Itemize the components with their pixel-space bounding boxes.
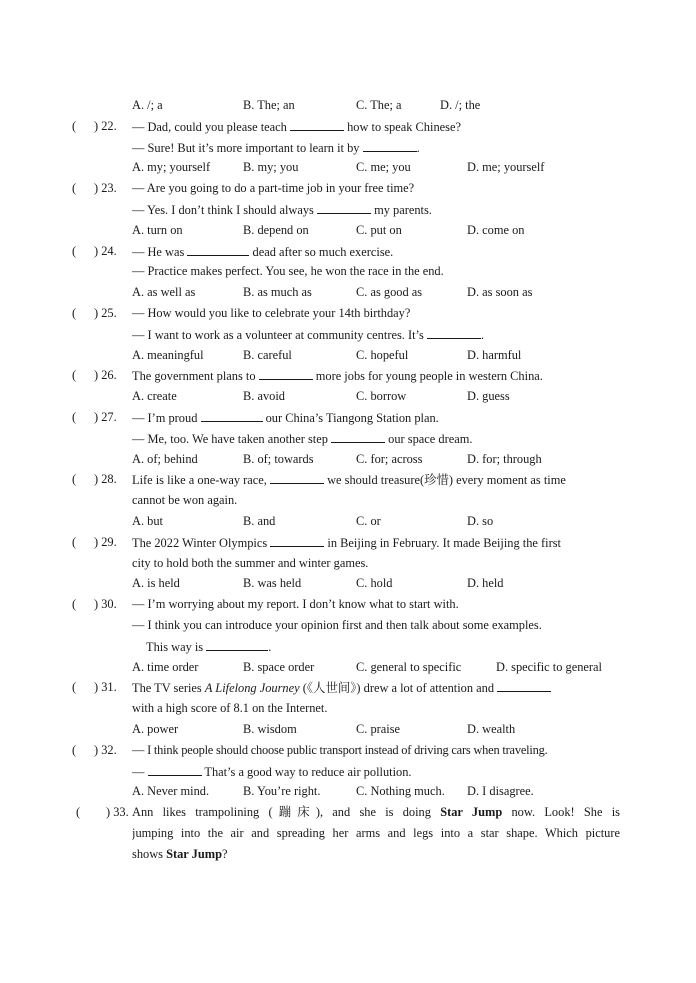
answer-bracket[interactable]: ( ) 28.: [72, 472, 117, 486]
answer-bracket[interactable]: ( ) 31.: [72, 680, 117, 694]
option-b: B. wisdom: [243, 722, 297, 736]
question-stem: — I’m worrying about my report. I don’t know what to start with.: [132, 597, 459, 611]
answer-blank[interactable]: [427, 326, 481, 339]
question-stem-end: shows Star Jump?: [132, 847, 228, 861]
option-a: A. /; a: [132, 98, 163, 112]
question-number: ) 27.: [94, 410, 117, 424]
option-b: B. was held: [243, 576, 302, 590]
option-b: B. The; an: [243, 98, 295, 112]
question-reply: — Practice makes perfect. You see, he won the race in the end.: [132, 264, 444, 278]
question-number: ) 28.: [94, 472, 117, 486]
option-b: B. avoid: [243, 389, 285, 403]
question-number: ) 23.: [94, 181, 117, 195]
answer-bracket[interactable]: ( ) 24.: [72, 244, 117, 258]
answer-blank[interactable]: [201, 409, 263, 422]
question-stem: — How would you like to celebrate your 14th birthday?: [132, 306, 411, 320]
question-stem-continued: cannot be won again.: [132, 493, 238, 507]
answer-bracket[interactable]: ( ) 33.: [76, 805, 129, 819]
answer-blank[interactable]: [270, 471, 324, 484]
option-c: C. or: [356, 514, 381, 528]
option-d: D. specific to general: [496, 660, 602, 674]
option-a: A. Never mind.: [132, 784, 210, 798]
option-d: D. for; through: [467, 452, 542, 466]
option-a: A. create: [132, 389, 177, 403]
answer-blank[interactable]: [187, 243, 249, 256]
question-reply: — Sure! But it’s more important to learn it by .: [132, 141, 420, 155]
question-number: ) 32.: [94, 743, 117, 757]
option-a: A. time order: [132, 660, 199, 674]
option-c: C. hopeful: [356, 348, 409, 362]
answer-blank[interactable]: [270, 534, 324, 547]
option-b: B. my; you: [243, 160, 299, 174]
answer-bracket[interactable]: ( ) 32.: [72, 743, 117, 757]
option-a: A. power: [132, 722, 179, 736]
option-a: A. as well as: [132, 285, 196, 299]
option-b: B. of; towards: [243, 452, 314, 466]
answer-blank[interactable]: [259, 367, 313, 380]
answer-blank[interactable]: [331, 430, 385, 443]
option-b: B. depend on: [243, 223, 309, 237]
answer-bracket[interactable]: ( ) 25.: [72, 306, 117, 320]
question-stem: Ann likes trampolining (蹦床), and she is doing Star Jump now. Look! She is: [132, 805, 620, 819]
answer-blank[interactable]: [363, 139, 417, 152]
option-b: B. and: [243, 514, 276, 528]
tv-series-title: A Lifelong Journey: [204, 681, 300, 695]
answer-bracket[interactable]: ( ) 22.: [72, 119, 117, 133]
option-d: D. wealth: [467, 722, 516, 736]
question-number: ) 31.: [94, 680, 117, 694]
question-reply: — I think you can introduce your opinion first and then talk about some examples.: [132, 618, 542, 632]
question-stem: — I’m proud our China’s Tiangong Station plan.: [132, 411, 439, 425]
answer-bracket[interactable]: ( ) 26.: [72, 368, 117, 382]
question-number: ) 22.: [94, 119, 117, 133]
question-stem: The TV series A Lifelong Journey (《人世间》) drew a lot of attention and: [132, 679, 551, 695]
option-a: A. my; yourself: [132, 160, 211, 174]
option-a: A. but: [132, 514, 163, 528]
question-reply: — I want to work as a volunteer at community centres. It’s .: [132, 328, 485, 342]
option-d: D. guess: [467, 389, 510, 403]
question-reply: — Me, too. We have taken another step our space dream.: [132, 432, 473, 446]
option-c: C. The; a: [356, 98, 402, 112]
option-c: C. for; across: [356, 452, 423, 466]
answer-blank[interactable]: [148, 763, 202, 776]
option-d: D. I disagree.: [467, 784, 534, 798]
option-d: D. so: [467, 514, 494, 528]
option-c: C. general to specific: [356, 660, 462, 674]
answer-bracket[interactable]: ( ) 23.: [72, 181, 117, 195]
option-c: C. borrow: [356, 389, 407, 403]
option-a: A. turn on: [132, 223, 183, 237]
option-d: D. held: [467, 576, 504, 590]
option-b: B. as much as: [243, 285, 312, 299]
question-number: ) 29.: [94, 535, 117, 549]
question-stem: — I think people should choose public transport instead of driving cars when traveling.: [132, 743, 548, 757]
question-number: ) 33.: [106, 805, 129, 819]
option-c: C. praise: [356, 722, 401, 736]
question-number: ) 24.: [94, 244, 117, 258]
question-number: ) 26.: [94, 368, 117, 382]
question-stem: — He was dead after so much exercise.: [132, 245, 394, 259]
option-b: B. space order: [243, 660, 315, 674]
option-d: D. me; yourself: [467, 160, 545, 174]
option-b: B. careful: [243, 348, 292, 362]
option-a: A. of; behind: [132, 452, 198, 466]
option-d: D. /; the: [440, 98, 481, 112]
question-stem: — Dad, could you please teach how to speak Chinese?: [132, 120, 461, 134]
question-stem: The 2022 Winter Olympics in Beijing in February. It made Beijing the first: [132, 536, 561, 550]
option-d: D. come on: [467, 223, 525, 237]
question-stem: Life is like a one-way race, we should treasure(珍惜) every moment as time: [132, 473, 566, 487]
option-c: C. put on: [356, 223, 402, 237]
option-c: C. me; you: [356, 160, 411, 174]
option-c: C. as good as: [356, 285, 423, 299]
option-d: D. as soon as: [467, 285, 533, 299]
question-number: ) 25.: [94, 306, 117, 320]
question-reply: — That’s a good way to reduce air pollution.: [132, 765, 412, 779]
option-c: C. hold: [356, 576, 393, 590]
answer-blank[interactable]: [317, 201, 371, 214]
option-d: D. harmful: [467, 348, 522, 362]
question-stem: The government plans to more jobs for young people in western China.: [132, 369, 543, 383]
answer-blank[interactable]: [206, 638, 268, 651]
option-b: B. You’re right.: [243, 784, 321, 798]
question-number: ) 30.: [94, 597, 117, 611]
question-stem-continued: with a high score of 8.1 on the Internet.: [132, 701, 328, 715]
question-reply: — Yes. I don’t think I should always my parents.: [132, 203, 432, 217]
question-stem-continued: jumping into the air and spreading her arms and legs into a star shape. Which picture: [132, 826, 620, 840]
answer-blank[interactable]: [290, 118, 344, 131]
question-stem-continued: city to hold both the summer and winter games.: [132, 556, 369, 570]
option-c: C. Nothing much.: [356, 784, 445, 798]
question-reply-continued: This way is .: [146, 640, 272, 654]
option-a: A. meaningful: [132, 348, 204, 362]
answer-blank[interactable]: [497, 679, 551, 692]
answer-bracket[interactable]: ( ) 27.: [72, 410, 117, 424]
answer-bracket[interactable]: ( ) 29.: [72, 535, 117, 549]
question-stem: — Are you going to do a part-time job in your free time?: [132, 181, 415, 195]
answer-bracket[interactable]: ( ) 30.: [72, 597, 117, 611]
option-a: A. is held: [132, 576, 180, 590]
